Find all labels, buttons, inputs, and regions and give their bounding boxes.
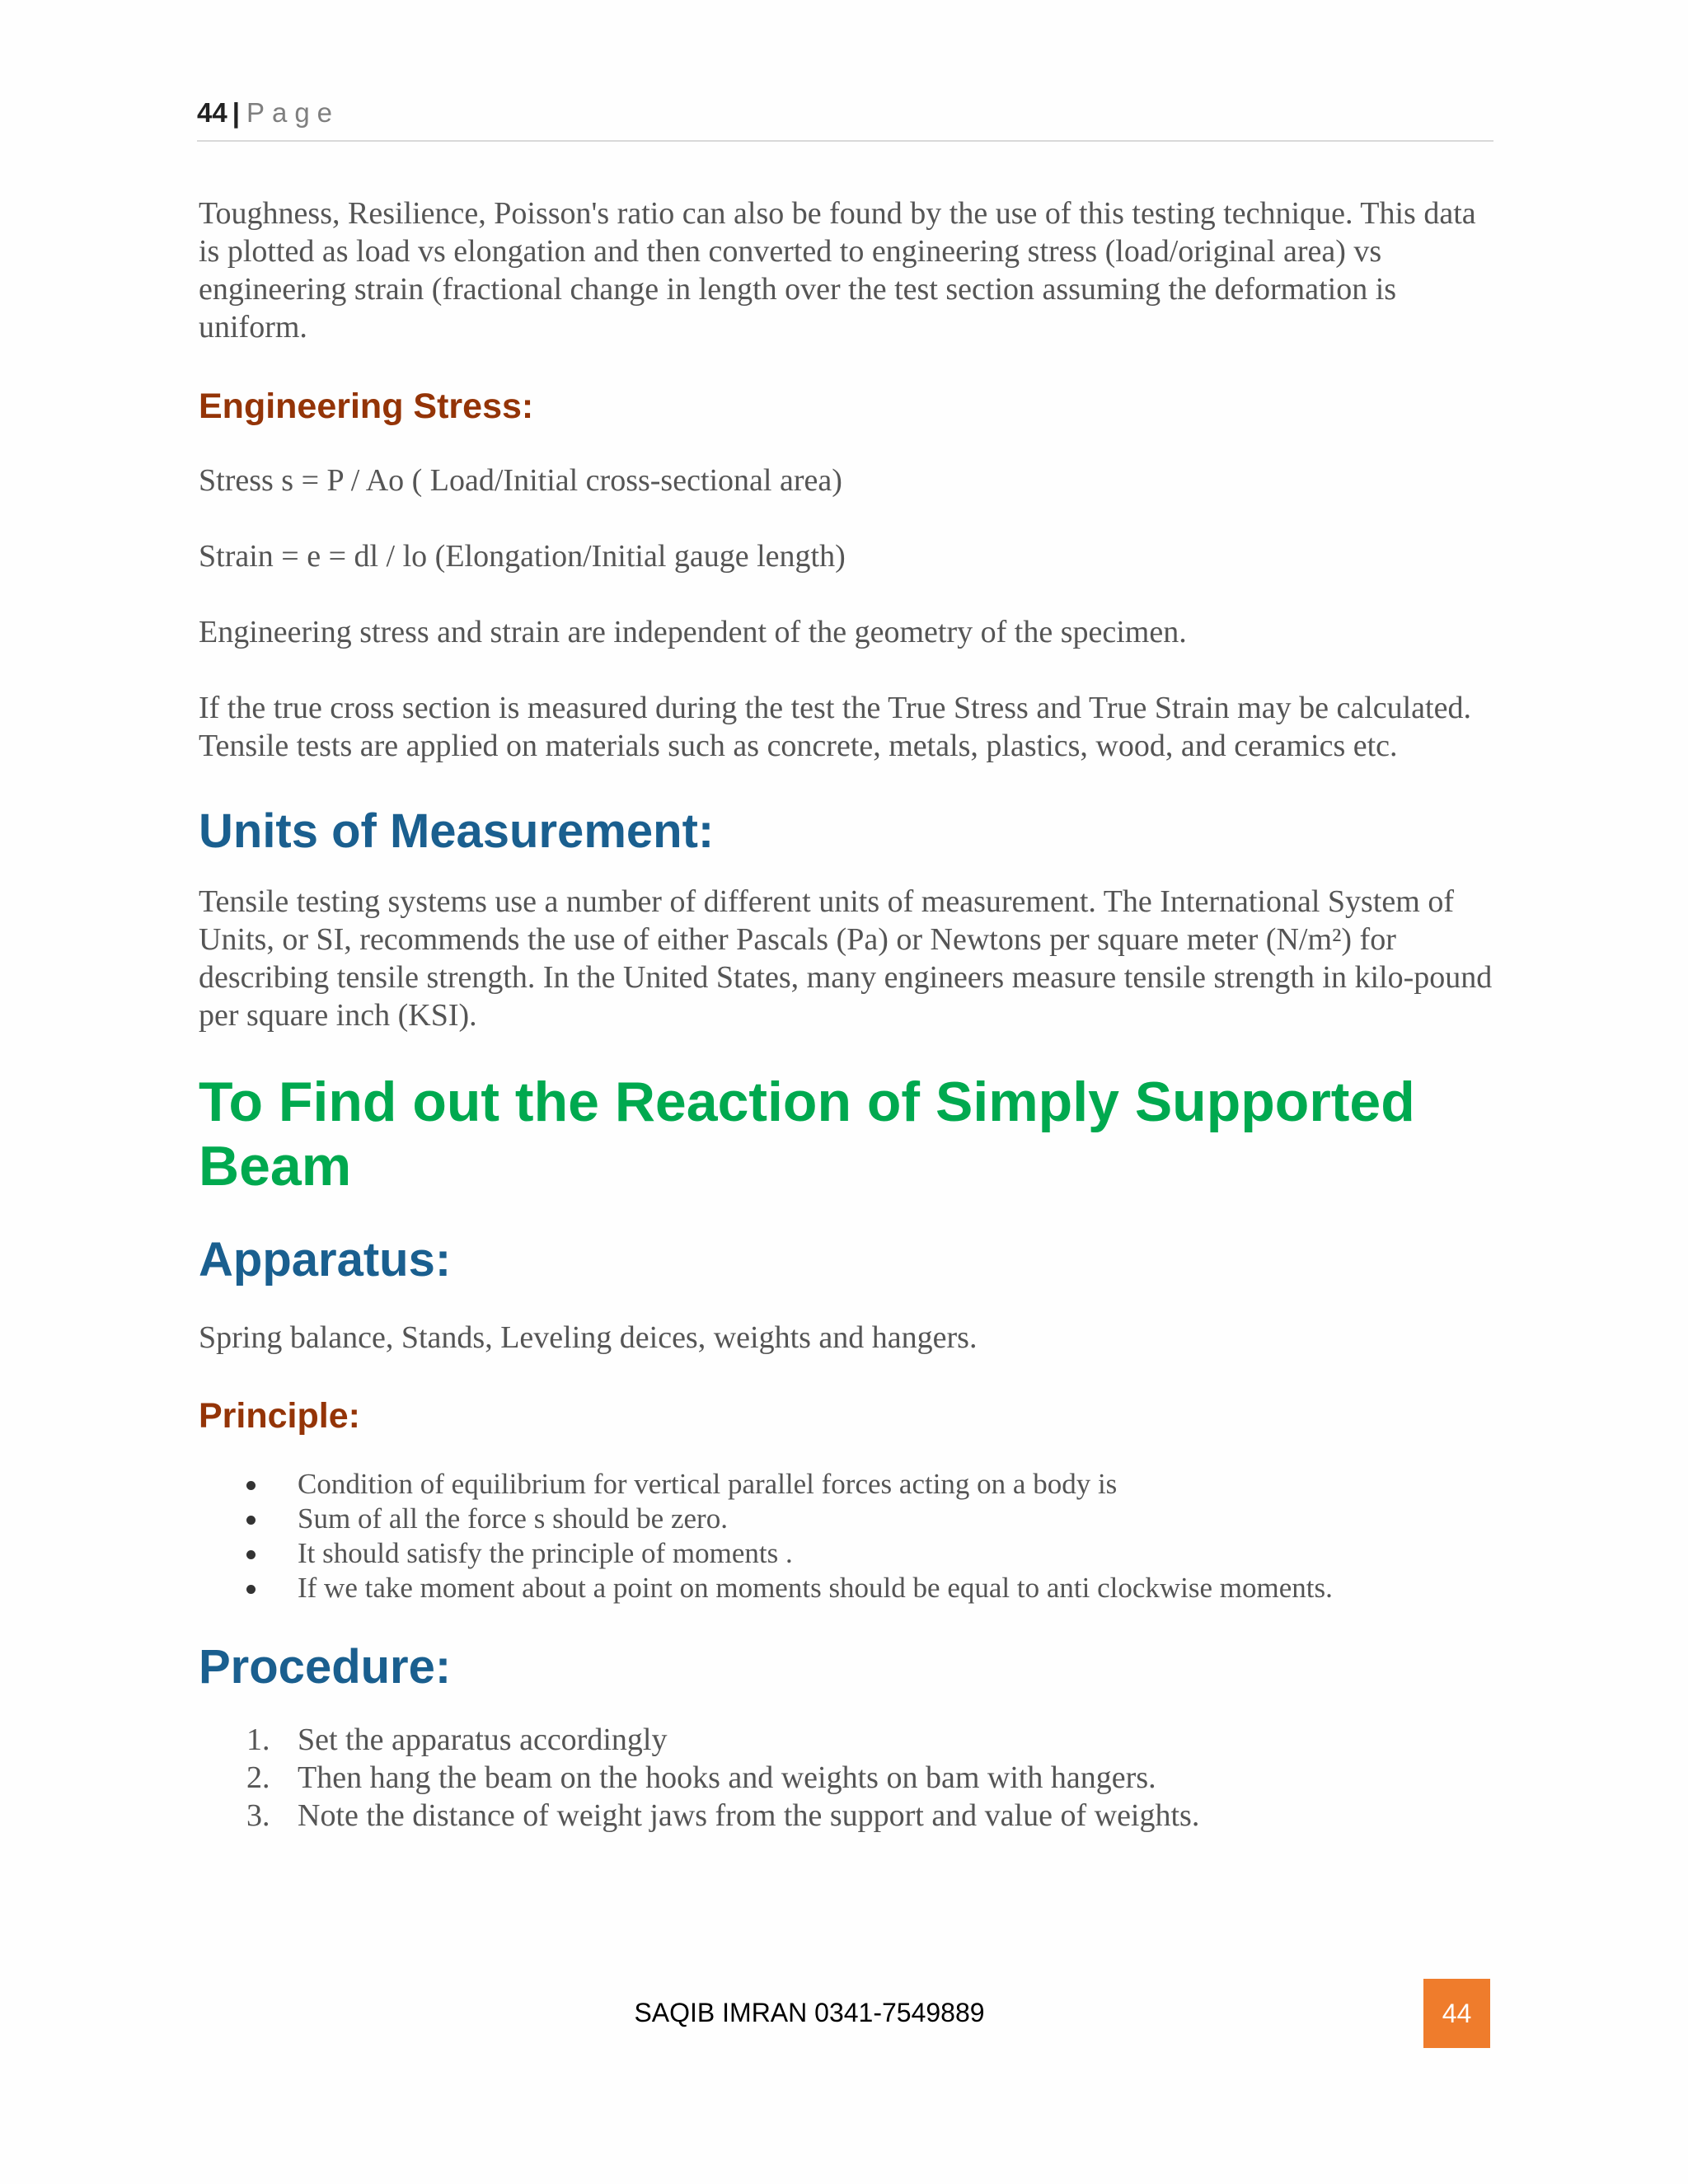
units-paragraph: Tensile testing systems use a number of different units of measurement. The International System of Units, or SI, recommends the use of either Pascals (Pa) or Newtons per square meter (N/m²) for describing tensile strength. In the United States, many engineers measure tensile strength in kilo-pound per square inch (KSI). [199, 884, 1493, 1033]
step-number: 2. [246, 1760, 270, 1795]
list-item [199, 1467, 1494, 1502]
apparatus-paragraph: Spring balance, Stands, Leveling deices, weights and hangers. [199, 1320, 978, 1355]
list-item [199, 1721, 1494, 1759]
header-page-word: Page [246, 97, 340, 128]
independence-paragraph: Engineering stress and strain are independent of the geometry of the specimen. [199, 615, 1187, 649]
page-header [197, 97, 1493, 142]
principle-heading: Principle: [199, 1396, 360, 1436]
bullet-icon [246, 1516, 256, 1525]
step-text: Then hang the beam on the hooks and weights on bam with hangers. [298, 1760, 1156, 1795]
bullet-icon [246, 1585, 256, 1594]
page-content [199, 194, 1494, 1835]
header-page-number: 44 [197, 97, 227, 128]
engineering-stress-heading: Engineering Stress: [199, 387, 534, 426]
list-item [199, 1502, 1494, 1536]
procedure-heading: Procedure: [199, 1640, 452, 1694]
apparatus-heading: Apparatus: [199, 1233, 452, 1286]
true-stress-paragraph: If the true cross section is measured during the test the True Stress and True Strain may be calculated. Tensile tests are applied on materials such as concrete, metals, plastics, wood, and ceramics etc. [199, 691, 1471, 763]
footer-page-badge: 44 [1423, 1979, 1490, 2048]
principle-item-text: If we take moment about a point on moments should be equal to anti clockwise moments. [298, 1572, 1333, 1604]
intro-paragraph: Toughness, Resilience, Poisson's ratio can also be found by the use of this testing technique. This data is plotted as load vs elongation and then converted to engineering stress (load/original area) vs engineering strain (fractional change in length over the test section assuming the deformation is uniform. [199, 196, 1476, 344]
footer-author: SAQIB IMRAN 0341-7549889 [634, 1998, 985, 2027]
list-item [199, 1797, 1494, 1835]
principle-item-text: Sum of all the force s should be zero. [298, 1502, 728, 1535]
principle-item-text: It should satisfy the principle of moments . [298, 1537, 793, 1569]
list-item [199, 1759, 1494, 1797]
step-number: 1. [246, 1722, 270, 1757]
procedure-list [199, 1721, 1494, 1835]
stress-formula: Stress s = P / Ao ( Load/Initial cross-sectional area) [199, 463, 842, 498]
header-separator: | [232, 97, 240, 128]
strain-formula: Strain = e = dl / lo (Elongation/Initial gauge length) [199, 539, 846, 574]
principle-list [199, 1467, 1494, 1605]
bullet-icon [246, 1550, 256, 1559]
reaction-title: To Find out the Reaction of Simply Supported Beam [199, 1071, 1415, 1197]
list-item [199, 1571, 1494, 1605]
bullet-icon [246, 1481, 256, 1490]
step-text: Set the apparatus accordingly [298, 1722, 668, 1757]
principle-item-text: Condition of equilibrium for vertical parallel forces acting on a body is [298, 1468, 1118, 1500]
step-text: Note the distance of weight jaws from the support and value of weights. [298, 1798, 1200, 1833]
step-number: 3. [246, 1798, 270, 1833]
list-item [199, 1536, 1494, 1571]
units-heading: Units of Measurement: [199, 804, 715, 858]
